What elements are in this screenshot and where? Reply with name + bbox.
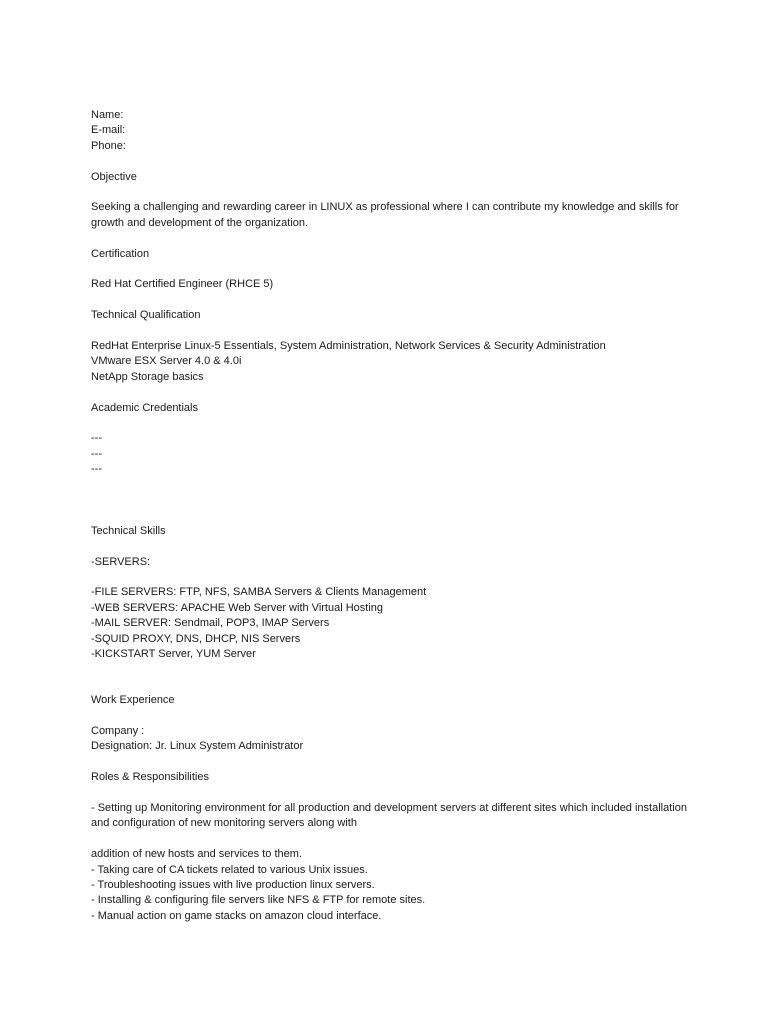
qualification-item: NetApp Storage basics xyxy=(91,370,204,383)
technical-skills-heading: Technical Skills xyxy=(91,524,166,537)
role-item: - Troubleshooting issues with live production linux servers. xyxy=(91,879,375,892)
spacer xyxy=(91,786,691,801)
qualification-item: RedHat Enterprise Linux-5 Essentials, System Administration, Network Services & Security Administration xyxy=(91,340,606,352)
company-label: Company : xyxy=(91,725,145,738)
spacer xyxy=(91,324,691,339)
spacer xyxy=(91,755,691,770)
skill-item: -WEB SERVERS: APACHE Web Server with Virtual Hosting xyxy=(91,601,384,614)
certification-item: Red Hat Certified Engineer (RHCE 5) xyxy=(91,278,274,291)
spacer xyxy=(91,570,691,585)
objective-heading: Objective xyxy=(91,170,137,183)
spacer xyxy=(91,154,691,169)
resume-content xyxy=(91,108,691,924)
skill-item: -KICKSTART Server, YUM Server xyxy=(91,648,256,661)
role-item: addition of new hosts and services to them. xyxy=(91,848,302,861)
spacer xyxy=(91,508,691,523)
skill-item: -MAIL SERVER: Sendmail, POP3, IMAP Servers xyxy=(91,617,330,630)
spacer xyxy=(91,709,691,724)
skill-item: -FILE SERVERS: FTP, NFS, SAMBA Servers & Clients Management xyxy=(91,586,427,599)
spacer xyxy=(91,262,691,277)
spacer xyxy=(91,662,691,693)
name-label: Name: xyxy=(91,109,124,121)
roles-intro: - Setting up Monitoring environment for all production and development servers at different sites which included installation and configuration of new monitoring servers along with xyxy=(91,802,687,830)
email-label: E-mail: xyxy=(91,124,126,137)
role-item: - Installing & configuring file servers like NFS & FTP for remote sites. xyxy=(91,894,426,907)
technical-qualification-heading: Technical Qualification xyxy=(91,309,201,322)
servers-subheading: -SERVERS: xyxy=(91,555,151,568)
spacer xyxy=(91,231,691,246)
spacer xyxy=(91,478,691,509)
work-experience-heading: Work Experience xyxy=(91,694,175,707)
spacer xyxy=(91,385,691,400)
objective-text: Seeking a challenging and rewarding career in LINUX as professional where I can contribute my knowledge and skills for growth and development of the organization. xyxy=(91,201,679,229)
role-item: - Taking care of CA tickets related to various Unix issues. xyxy=(91,863,368,876)
spacer xyxy=(91,832,691,847)
qualification-item: VMware ESX Server 4.0 & 4.0i xyxy=(91,355,242,368)
designation: Designation: Jr. Linux System Administrator xyxy=(91,740,304,753)
academic-item: --- xyxy=(91,463,102,476)
certification-heading: Certification xyxy=(91,247,150,260)
academic-item: --- xyxy=(91,447,102,460)
spacer xyxy=(91,416,691,431)
roles-heading: Roles & Responsibilities xyxy=(91,771,209,784)
academic-item: --- xyxy=(91,432,102,445)
academic-heading: Academic Credentials xyxy=(91,401,198,414)
role-item: - Manual action on game stacks on amazon cloud interface. xyxy=(91,909,382,922)
spacer xyxy=(91,185,691,200)
spacer xyxy=(91,293,691,308)
phone-label: Phone: xyxy=(91,139,126,152)
skill-item: -SQUID PROXY, DNS, DHCP, NIS Servers xyxy=(91,632,301,645)
spacer xyxy=(91,539,691,554)
